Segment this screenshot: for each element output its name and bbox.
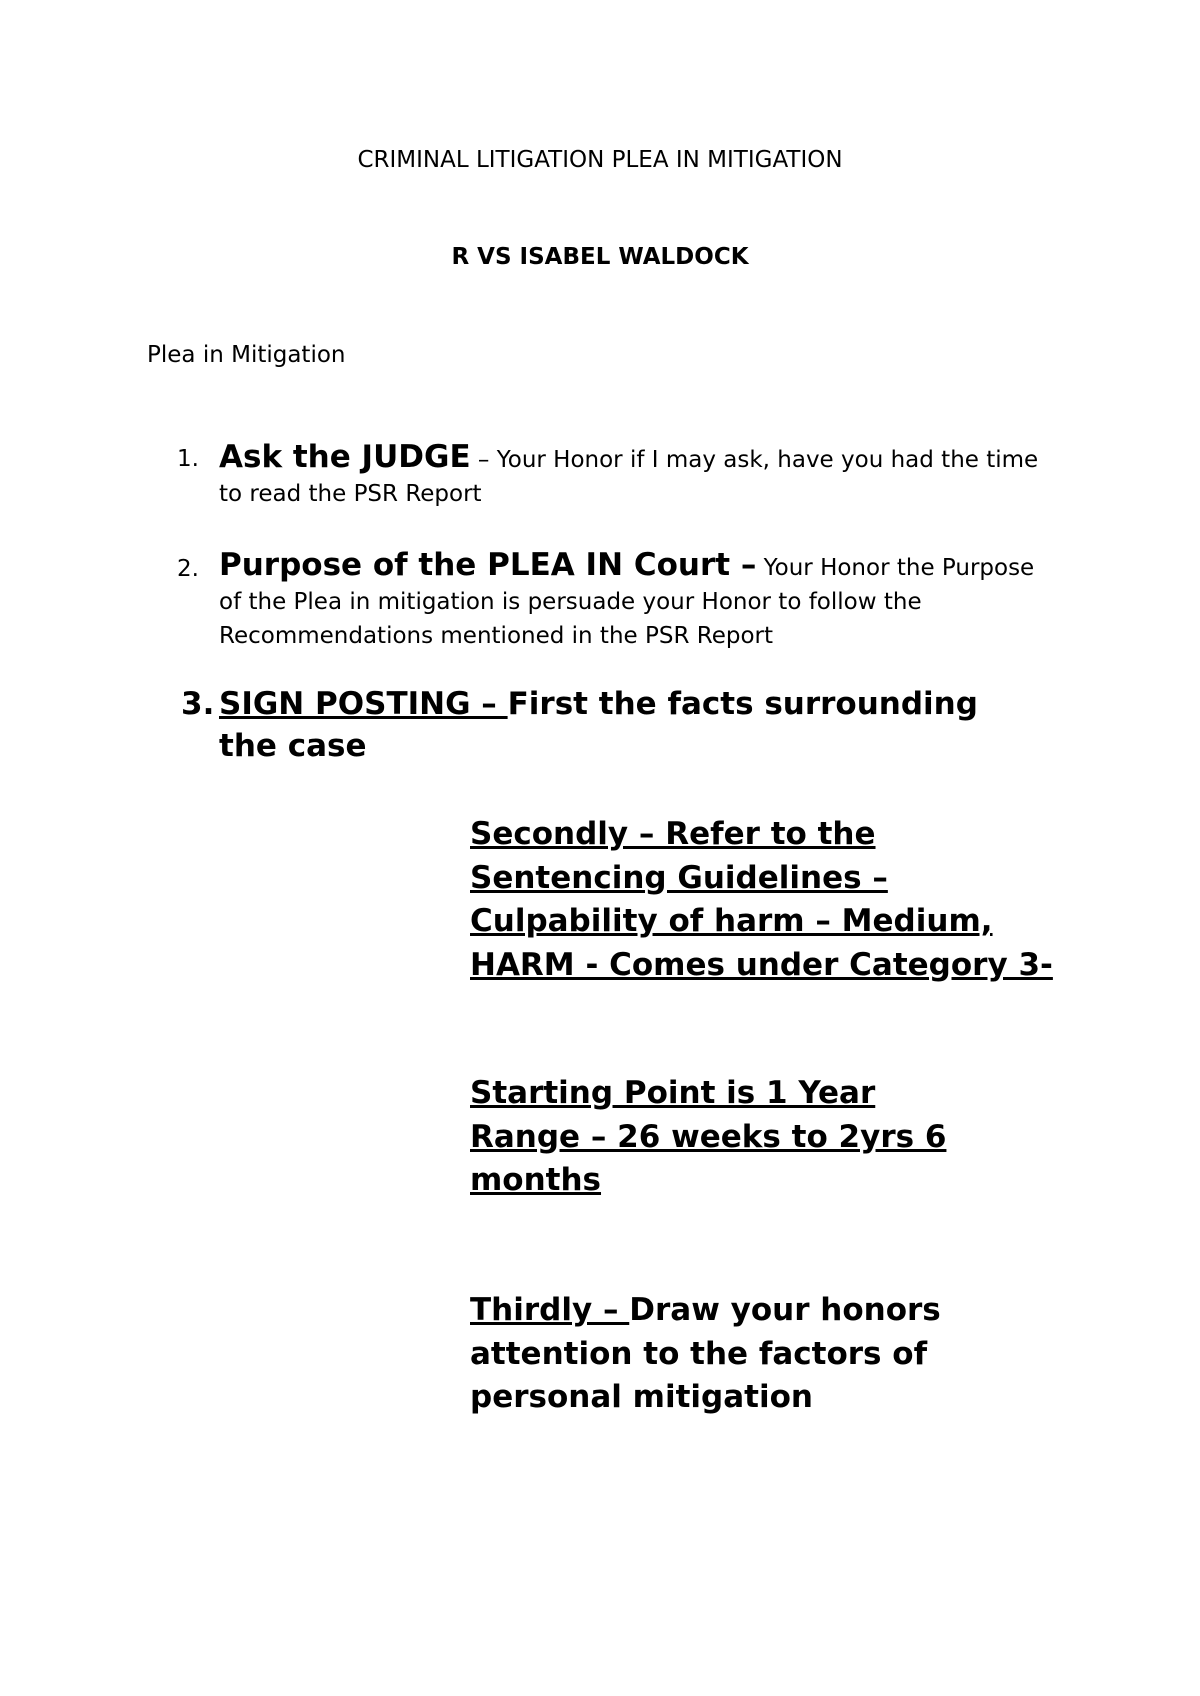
list-item-number: 2.	[177, 556, 199, 582]
list-item-3	[181, 683, 1039, 767]
list-item-body: Your Honor if I may ask, have you had the time to read the PSR Report	[219, 447, 1039, 507]
list-item-heading: Ask the JUDGE	[219, 439, 471, 475]
thirdly-heading: Thirdly –	[470, 1292, 630, 1328]
section-label: Plea in Mitigation	[147, 342, 346, 368]
thirdly-paragraph	[470, 1289, 1070, 1420]
list-item-body: First the facts surrounding the case	[219, 686, 978, 764]
document-title: CRIMINAL LITIGATION PLEA IN MITIGATION	[357, 147, 843, 173]
thirdly-body: Draw your honors attention to the factors of personal mitigation	[470, 1292, 941, 1415]
case-name: R VS ISABEL WALDOCK	[451, 244, 749, 270]
list-item-heading: SIGN POSTING –	[219, 686, 508, 722]
starting-point-paragraph	[470, 1072, 1070, 1203]
secondly-paragraph: Secondly – Refer to the Sentencing Guidelines – Culpability of harm – Medium, HARM - Comes under Category 3-	[470, 816, 1053, 983]
list-item-heading: Purpose of the PLEA IN Court –	[219, 547, 757, 583]
list-item-body: Your Honor the Purpose of the Plea in mitigation is persuade your Honor to follow the Recommendations mentioned in the PSR Report	[219, 555, 1035, 649]
list-item-number: 1.	[177, 446, 199, 472]
list-item-number: 3.	[181, 686, 215, 722]
list-item-1	[177, 439, 1049, 511]
range-line: Range – 26 weeks to 2yrs 6 months	[470, 1118, 947, 1198]
list-item-2	[177, 547, 1049, 653]
list-item-separator: –	[470, 447, 497, 473]
starting-point-line: Starting Point is 1 Year	[470, 1075, 876, 1111]
